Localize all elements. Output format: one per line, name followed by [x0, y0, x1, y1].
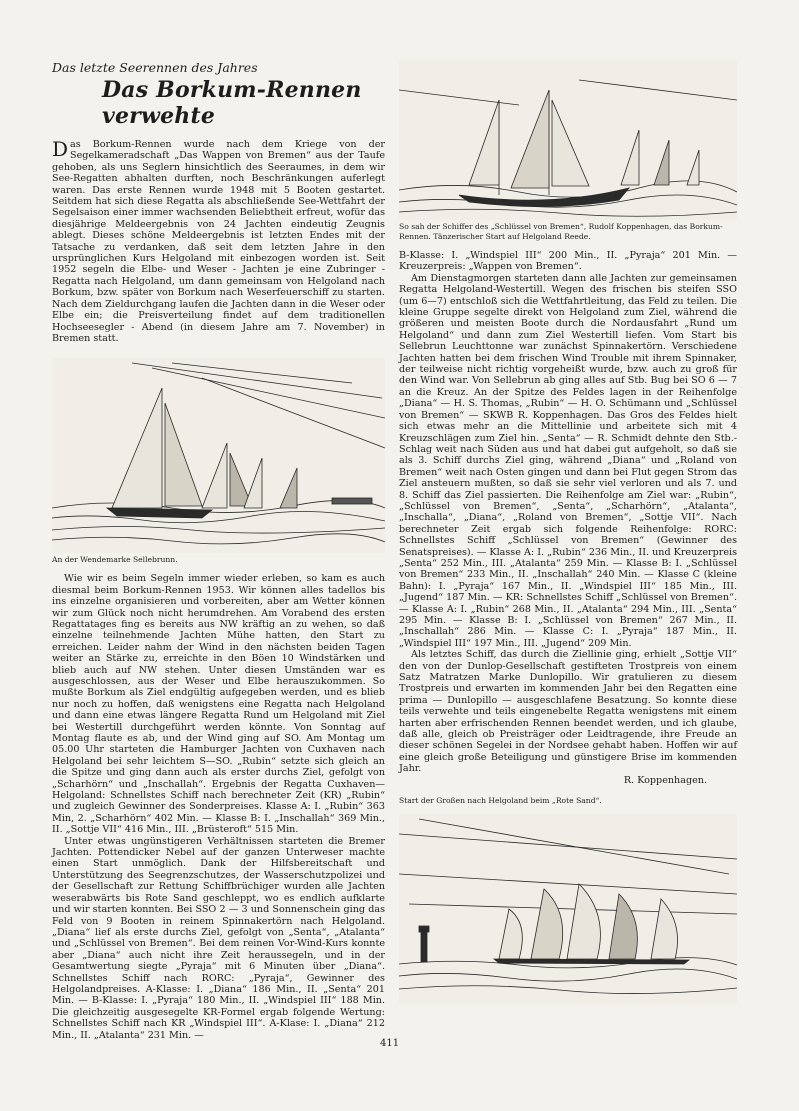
paragraph-weather: Wie wir es beim Segeln immer wieder erleben, so kam es auch diesmal beim Borkum-Rennen 1953. Wir können alles tadellos bis ins einzelne organisieren und vorbereiten, aber am Wetter können wir zum Glück noch nicht herumdrehen. Am Vorabend des ersten Regattatages fing es bereits aus NW kräftig an zu wehen, so daß einzelne teilnehmende Jachten Mühe hatten, den Start zu erreichen. Leider nahm der Wind in den nächsten beiden Tagen weiter an Stärke zu, erreichte in den Böen 10 Windstärken und blieb auch auf NW stehen. Unter diesen Umständen war es ausgeschlossen, aus der Weser und Elbe herauszukommen. So mußte Borkum als Ziel endgültig aufgegeben werden, und es blieb nur noch zu hoffen, daß wenigstens eine Regatta nach Helgoland und dann eine etwas längere Regatta Rund um Helgoland mit Ziel bei Westertill durchgeführt werden könnte. Von Sonntag auf Montag flaute es ab, und der Wind ging auf SO. Am Montag um 05.00 Uhr starteten die Hamburger Jachten von Cuxhaven nach Helgoland bei sehr leichtem S—SO. „Rubin“ setzte sich gleich an die Spitze und ging dann auch als erster durchs Ziel, gefolgt von „Scharhörn“ und „Inschallah“. Ergebnis der Regatta Cuxhaven—Helgoland: Schnellstes Schiff nach berechneter Zeit (KR) „Rubin“ und zugleich Gewinner des Sonderpreises. Klasse A: I. „Rubin“ 363 Min, 2. „Scharhörn“ 402 Min. — Klasse B: I. „Inschallah“ 369 Min., II. „Sottje VII“ 416 Min., III. „Brüsteroft“ 515 Min.	[52, 573, 385, 836]
author-signature: R. Koppenhagen.	[623, 774, 707, 786]
caption-top-right: So sah der Schiffer des „Schlüssel von Bremen“, Rudolf Koppenhagen, das Borkum-Rennen. Tänzerischer Start auf Helgoland Reede.	[399, 222, 723, 241]
caption-left: An der Wendemarke Sellebrunn.	[52, 555, 178, 565]
lighthouse-fleet-sketch-icon	[399, 814, 737, 1004]
left-column	[52, 60, 385, 1041]
article-kicker: Das letzte Seerennen des Jahres	[52, 60, 258, 75]
caption-bottom-right: Start der Großen nach Helgoland beim „Rote Sand“.	[399, 796, 602, 806]
paragraph-closing: Als letztes Schiff, das durch die Ziellinie ging, erhielt „Sottje VII“ den von der Dunlop-Gesellschaft gestifteten Trostpreis von einem Satz Matratzen Marke Dunlopillo. Wir gratulieren zu diesem Trostpreis und erwarten im kommenden Jahr bei den Regatten eine prima — Dunlopillo — ausgeschlafene Besatzung. So konnte diese teils verwehte und teils eingenebelte Regatta wenigstens mit einem harten aber erfrischenden Rennen beendet werden, und ich glaube, daß alle, gleich ob Preisträger oder Leidtragende, ihre Freude an dieser schönen Segelei in der Nordsee gehabt haben. Hoffen wir auf eine gleich große Beteiligung und günstigere Brise im kommenden Jahr.	[399, 649, 737, 775]
right-column	[399, 60, 737, 1004]
page-number: 411	[380, 1038, 400, 1049]
schooner-start-sketch-icon	[399, 60, 737, 220]
paragraph-results-continued: B-Klasse: I. „Windspiel III“ 200 Min., II. „Pyraja“ 201 Min. — Kreuzerpreis: „Wappen von Bremen“.	[399, 250, 737, 273]
intro-paragraph: Das Borkum-Rennen wurde nach dem Kriege von der Segelkameradschaft „Das Wappen von Bremen“ aus der Taufe gehoben, als uns Seglern hinsichtlich des Seeraumes, in dem wir See-Regatten abhalten durften, noch Beschränkungen auferlegt waren. Das erste Rennen wurde 1948 mit 5 Booten gestartet. Seitdem hat sich diese Regatta als abschließende See-Wettfahrt der Segelsaison einer immer wachsenden Beliebtheit erfreut, wofür das diesjährige Meldeergebnis von 24 Jachten eindeutig Zeugnis ablegt. Dieses schöne Meldeergebnis ist letzten Endes mit der Tatsache zu verdanken, daß seit dem letzten Jahre in den ursprünglichen Kurs Helgoland mit einbezogen worden ist. Seit 1952 segeln die Elbe- und Weser - Jachten je eine Zubringer - Regatta nach Helgoland, um dann gemeinsam von Helgoland nach Borkum, bzw. später von Borkum nach Weserfeuerschiff zu starten. Nach dem Zieldurchgang laufen die Jachten dann in die Weser oder Elbe ein; die Preisverteilung findet auf dem traditionellen Hochseesegler - Abend (in diesem Jahre am 7. November) in Bremen statt.	[52, 137, 385, 344]
paragraph-bremen-start: Unter etwas ungünstigeren Verhältnissen starteten die Bremer Jachten. Pottendicker Nebel auf der ganzen Unterweser machte einen Start unmöglich. Dank der Hilfsbereitschaft und Unterstützung des Seegrenzschutzes, der Wasserschutzpolizei und der Gesellschaft zur Rettung Schiffbrüchiger wurden alle Jachten weserabwärts bis Rote Sand geschleppt, wo es endlich aufklarte und wir starten konnten. Bei SSO 2 — 3 und Sonnenschein ging das Feld von 9 Booten in reinem Spinnakertörn nach Helgoland. „Diana“ lief als erste durchs Ziel, gefolgt von „Senta“, „Atalanta“ und „Schlüssel von Bremen“. Bei dem reinen Vor-Wind-Kurs konnte aber „Diana“ auch nicht ihre Zeit heraussegeln, und in der Gesamtwertung siegte „Pyraja“ mit 6 Minuten über „Diana“. Schnellstes Schiff nach RORC: „Pyraja“, Gewinner des Helgolandpreises. A-Klasse: I. „Diana“ 186 Min., II. „Senta“ 201 Min. — B-Klasse: I. „Pyraja“ 180 Min., II. „Windspiel III“ 188 Min. Die gleichzeitig ausgesegelte KR-Formel ergab folgende Wertung: Schnellstes Schiff nach KR „Windspiel III“. A-Klase: I. „Diana“ 212 Min., II. „Atalanta“ 231 Min. —	[52, 835, 385, 1041]
article-headline: Das Borkum-Rennen verwehte	[102, 77, 362, 129]
sailing-yachts-sketch-icon	[52, 358, 385, 553]
paragraph-tuesday-regatta: Am Dienstagmorgen starteten dann alle Jachten zur gemeinsamen Regatta Helgoland-Westertill. Wegen des frischen bis steifen SSO (um 6—7) entschloß sich die Wettfahrtleitung, das Feld zu teilen. Die kleine Gruppe segelte direkt von Helgoland zum Ziel, während die größeren und meisten Boote durch die Nordausfahrt „Rund um Helgoland“ und dann zum Ziel Westertill liefen. Vom Start bis Sellebrun Leuchttonne war zunächst Spinnakertörn. Verschiedene Jachten hatten bei dem frischen Wind Trouble mit ihrem Spinnaker, der teilweise nicht richtig vorgeheißt wurde, bzw. auch zu groß für den Wind war. Von Sellebrun ab ging alles auf Stb. Bug bei SO 6 — 7 an die Kreuz. An der Spitze des Feldes lagen in der Reihenfolge „Diana“ — H. S. Thomas, „Rubin“ — H. O. Schümann und „Schlüssel von Bremen“ — SKWB R. Koppenhagen. Das Gros des Feldes hielt sich etwas mehr an die Mittellinie und arbeitete sich mit 4 Kreuzschlägen zum Ziel hin. „Senta“ — R. Schmidt dehnte den Stb.-Schlag weit nach Süden aus und hat dabei gut aufgeholt, so daß sie als 3. Schiff durchs Ziel ging, während „Diana“ und „Roland von Bremen“ weit nach Osten gingen und dann bei Flut gegen Strom das Ziel ansteuern mußten, so daß sie sehr viel verloren und als 7. und 8. Schiff das Ziel passierten. Die Reihenfolge am Ziel war: „Rubin“, „Schlüssel von Bremen“, „Senta“, „Scharhörn“, „Atalanta“, „Inschalla“, „Diana“, „Roland von Bremen“, „Sottje VII“. Nach berechneter Zeit ergab sich folgende Reihenfolge: RORC: Schnellstes Schiff „Schlüssel von Bremen“ (Gewinner des Senatspreises). — Klasse A: I. „Rubin“ 236 Min., II. und Kreuzerpreis „Senta“ 252 Min., III. „Atalanta“ 259 Min. — Klasse B: I. „Schlüssel von Bremen“ 233 Min., II. „Inschallah“ 240 Min. — Klasse C (kleine Bahn): I. „Pyraja“ 167 Min., II. „Windspiel III“ 185 Min., III. „Jugend“ 187 Min. — KR: Schnellstes Schiff „Schlüssel von Bremen“. — Klasse A: I. „Rubin“ 268 Min., II. „Atalanta“ 294 Min., III. „Senta“ 295 Min. — Klasse B: I. „Schlüssel von Bremen“ 267 Min., II. „Inschallah“ 286 Min. — Klasse C: I. „Pyraja“ 187 Min., II. „Windspiel III“ 197 Min., III. „Jugend“ 209 Min.	[399, 272, 737, 649]
